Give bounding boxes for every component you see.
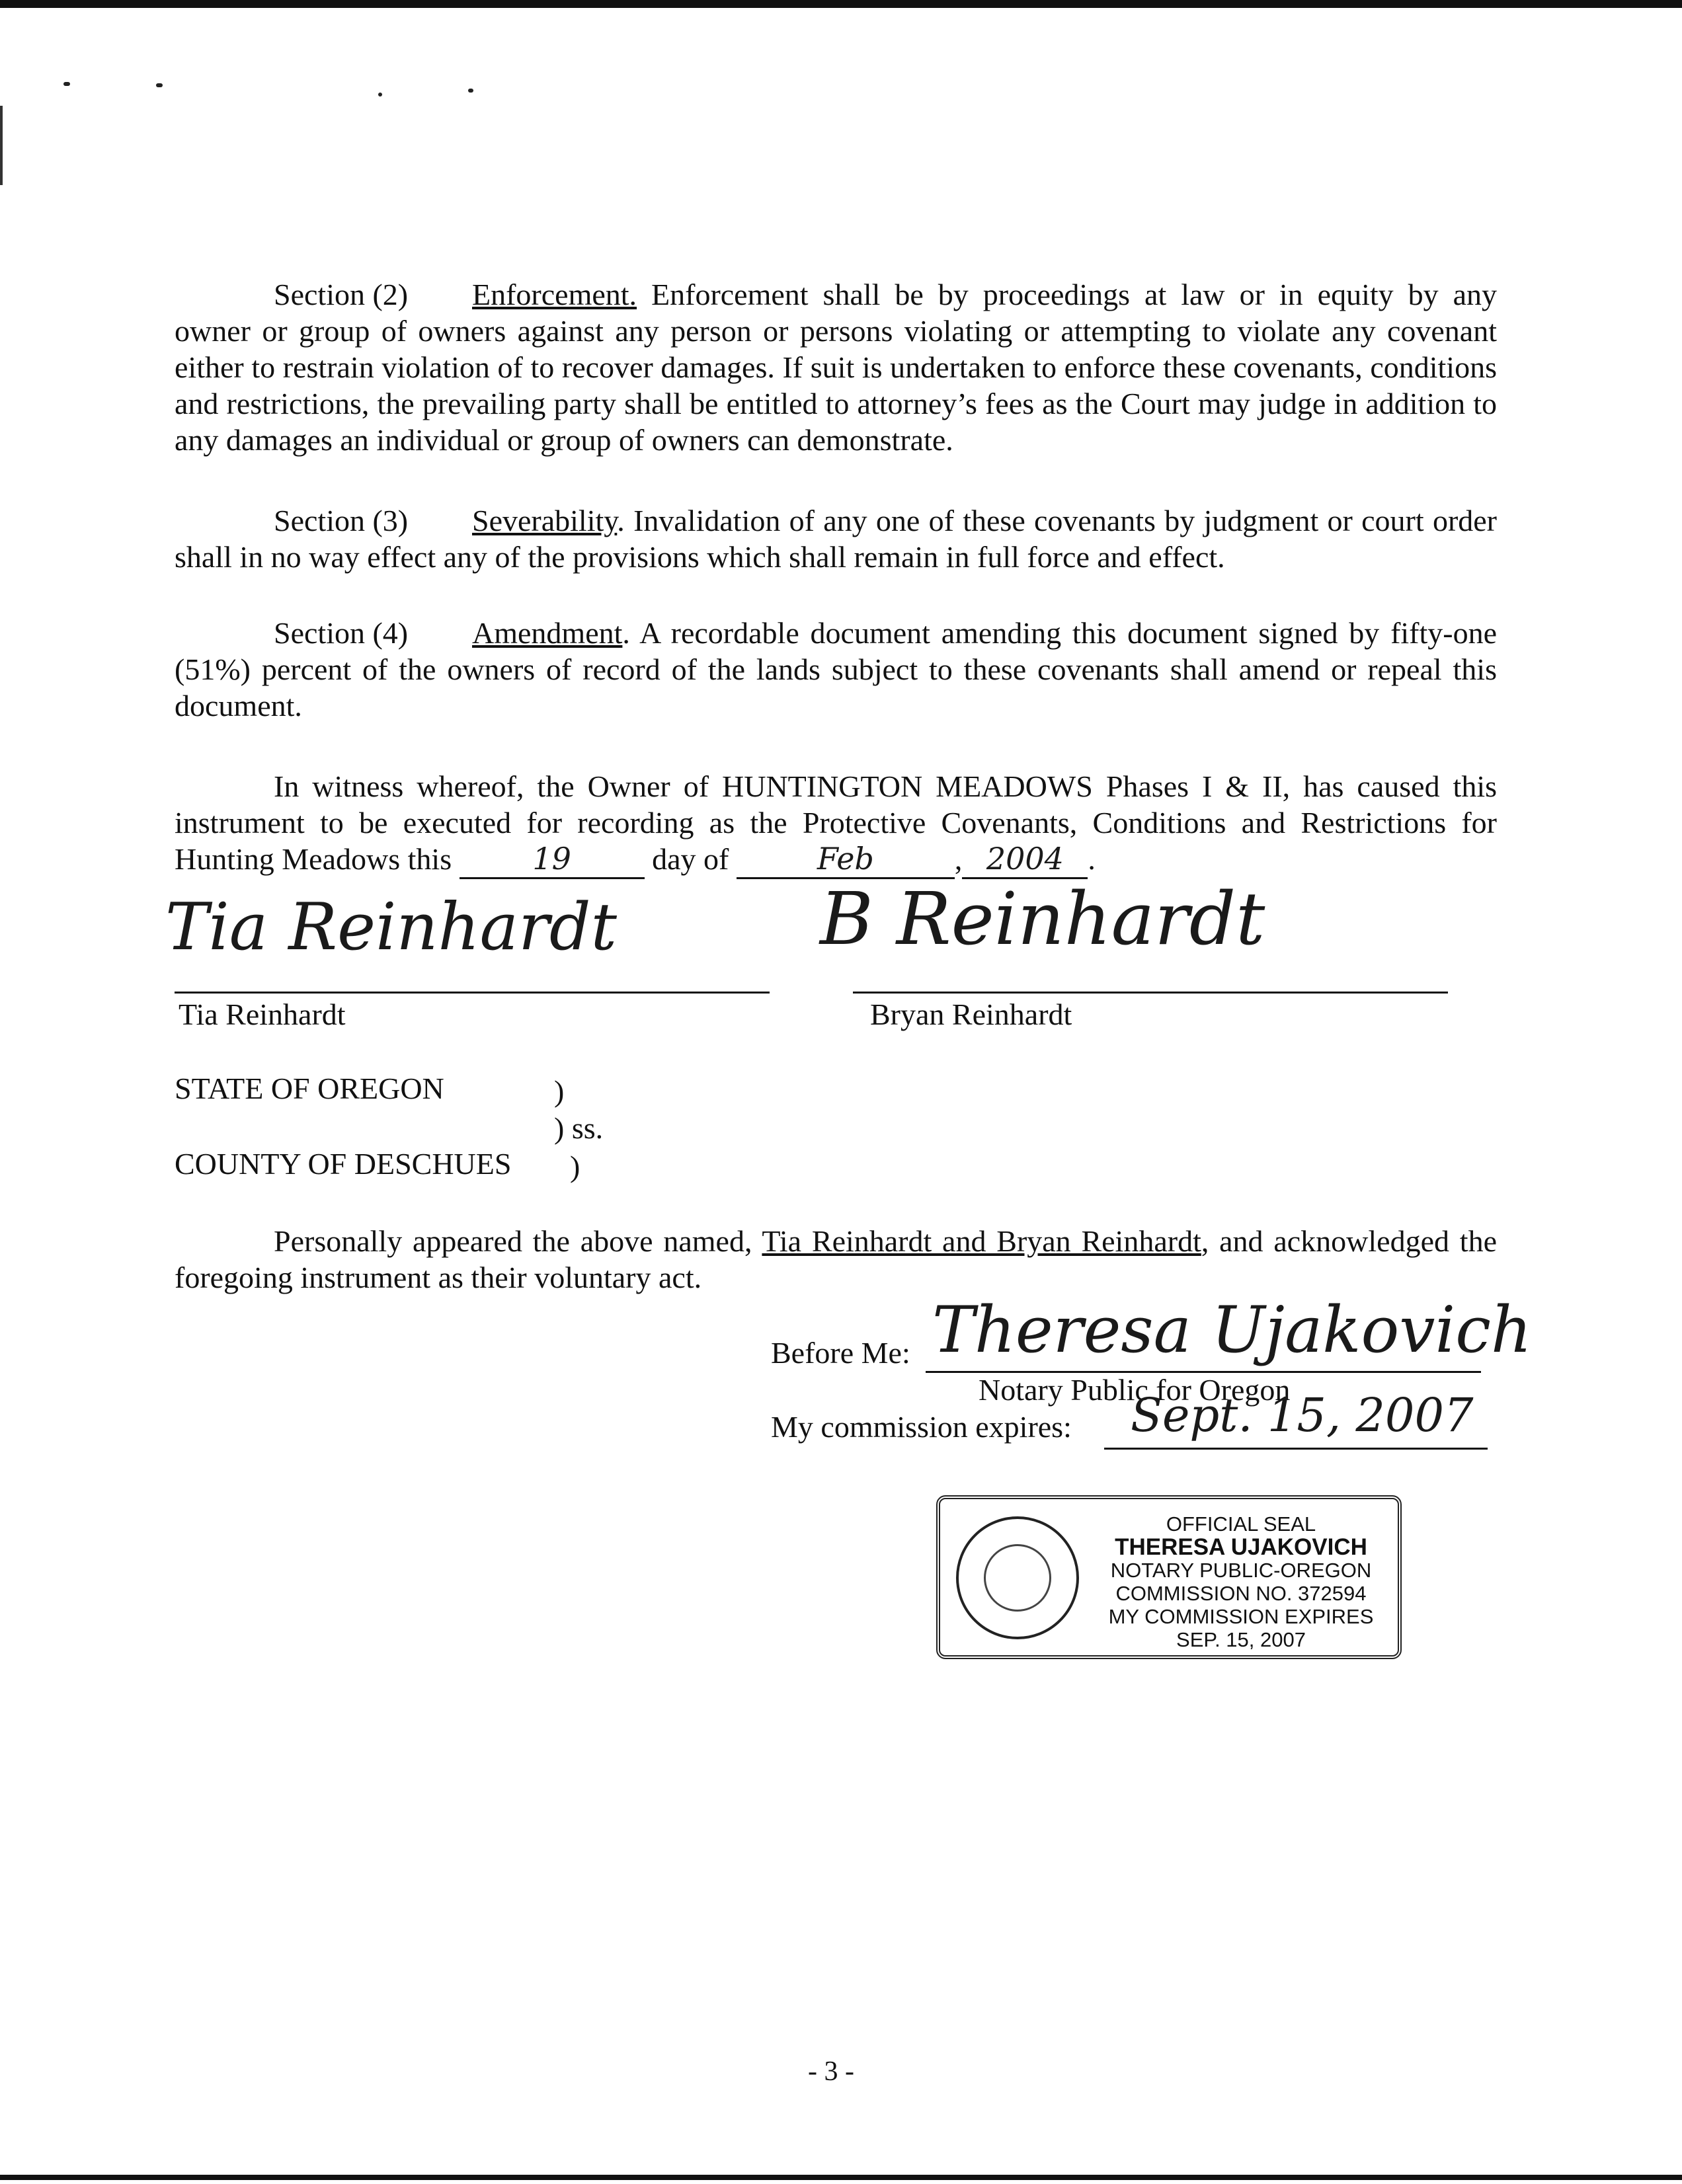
scan-speck	[378, 93, 382, 97]
section-label: Section (4)	[274, 616, 409, 650]
signature-tia: Tia Reinhardt	[165, 890, 618, 965]
bottom-border	[0, 2175, 1682, 2180]
commission-date: Sept. 15, 2007	[1131, 1388, 1474, 1442]
section-label: Section (2)	[274, 278, 409, 311]
comma: ,	[954, 842, 963, 876]
section-3	[175, 502, 1497, 575]
witness-clause	[175, 768, 1497, 879]
seal-line: OFFICIAL SEAL	[1166, 1512, 1316, 1536]
year-field: 2004	[962, 841, 1088, 879]
seal-line: COMMISSION NO. 372594	[1115, 1582, 1367, 1605]
top-border	[0, 0, 1682, 8]
before-me-label: Before Me:	[771, 1336, 910, 1370]
venue-paren-1: )	[554, 1074, 565, 1108]
signature-line-right	[853, 992, 1448, 994]
venue-county: COUNTY OF DESCHUES	[175, 1147, 512, 1181]
witness-text: In witness whereof, the Owner of HUNTINGTON MEADOWS Phases I & II, has caused this instrument to be executed for recording as the Protective Covenants, Conditions and Restrictions for Hunting Meadows this	[175, 769, 1497, 876]
section-text: . A recordable document amending this document signed by fifty-one (51%) percent of the owners of record of the lands subject to these covenants shall amend or repeal this document.	[175, 616, 1497, 722]
state-seal-icon	[956, 1516, 1079, 1639]
month-field: Feb	[737, 841, 955, 879]
signature-bryan: B Reinhardt	[820, 877, 1265, 961]
seal-line: NOTARY PUBLIC-OREGON	[1110, 1559, 1372, 1582]
section-heading: Severability	[472, 504, 618, 537]
day-field: 19	[460, 841, 645, 879]
section-heading: Amendment	[472, 616, 623, 650]
seal-line: MY COMMISSION EXPIRES SEP. 15, 2007	[1108, 1605, 1374, 1651]
commission-line	[1104, 1448, 1488, 1450]
section-4	[175, 615, 1497, 724]
day-of-label: day of	[652, 842, 729, 876]
signer-name-left: Tia Reinhardt	[179, 997, 346, 1031]
section-text: Enforcement shall be by proceedings at law or in equity by any owner or group of owners against any person or persons violating or attempting to violate any covenant either to restrain violation of to recover damages. If suit is undertaken to enforce these covenants, conditions and restrictions, the prevailing party shall be entitled to attorney’s fees as the Court may judge in addition to any damages an individual or group of owners can demonstrate.	[175, 278, 1498, 457]
page-number: - 3 -	[808, 2056, 854, 2087]
acknowledgment	[175, 1223, 1497, 1296]
scan-speck	[156, 83, 163, 87]
scan-edge-mark	[0, 106, 3, 185]
section-2	[175, 276, 1497, 458]
venue-paren-2: )	[570, 1150, 581, 1183]
signer-name-right: Bryan Reinhardt	[870, 997, 1072, 1031]
scan-speck	[63, 82, 70, 86]
ack-names: Tia Reinhardt and Bryan Reinhardt	[762, 1224, 1201, 1258]
commission-label: My commission expires:	[771, 1410, 1072, 1444]
period: .	[1088, 842, 1096, 876]
scan-speck	[468, 89, 473, 93]
seal-line: THERESA UJAKOVICH	[1115, 1534, 1367, 1560]
section-heading: Enforcement.	[472, 278, 637, 311]
signature-line-left	[175, 992, 770, 994]
notary-signature: Theresa Ujakovich	[932, 1293, 1532, 1367]
notary-title: Notary Public for Oregon	[979, 1373, 1291, 1407]
seal-text	[1086, 1512, 1396, 1651]
venue-ss: ) ss.	[554, 1111, 604, 1145]
section-label: Section (3)	[274, 504, 409, 537]
ack-lead: Personally appeared the above named,	[274, 1224, 752, 1258]
notary-seal	[936, 1495, 1402, 1659]
ack-rest: , and acknowledged the foregoing instrument as their voluntary act.	[175, 1224, 1497, 1294]
venue-state: STATE OF OREGON	[175, 1072, 444, 1105]
section-text: . Invalidation of any one of these covenants by judgment or court order shall in no way effect any of the provisions which shall remain in full force and effect.	[175, 504, 1497, 574]
